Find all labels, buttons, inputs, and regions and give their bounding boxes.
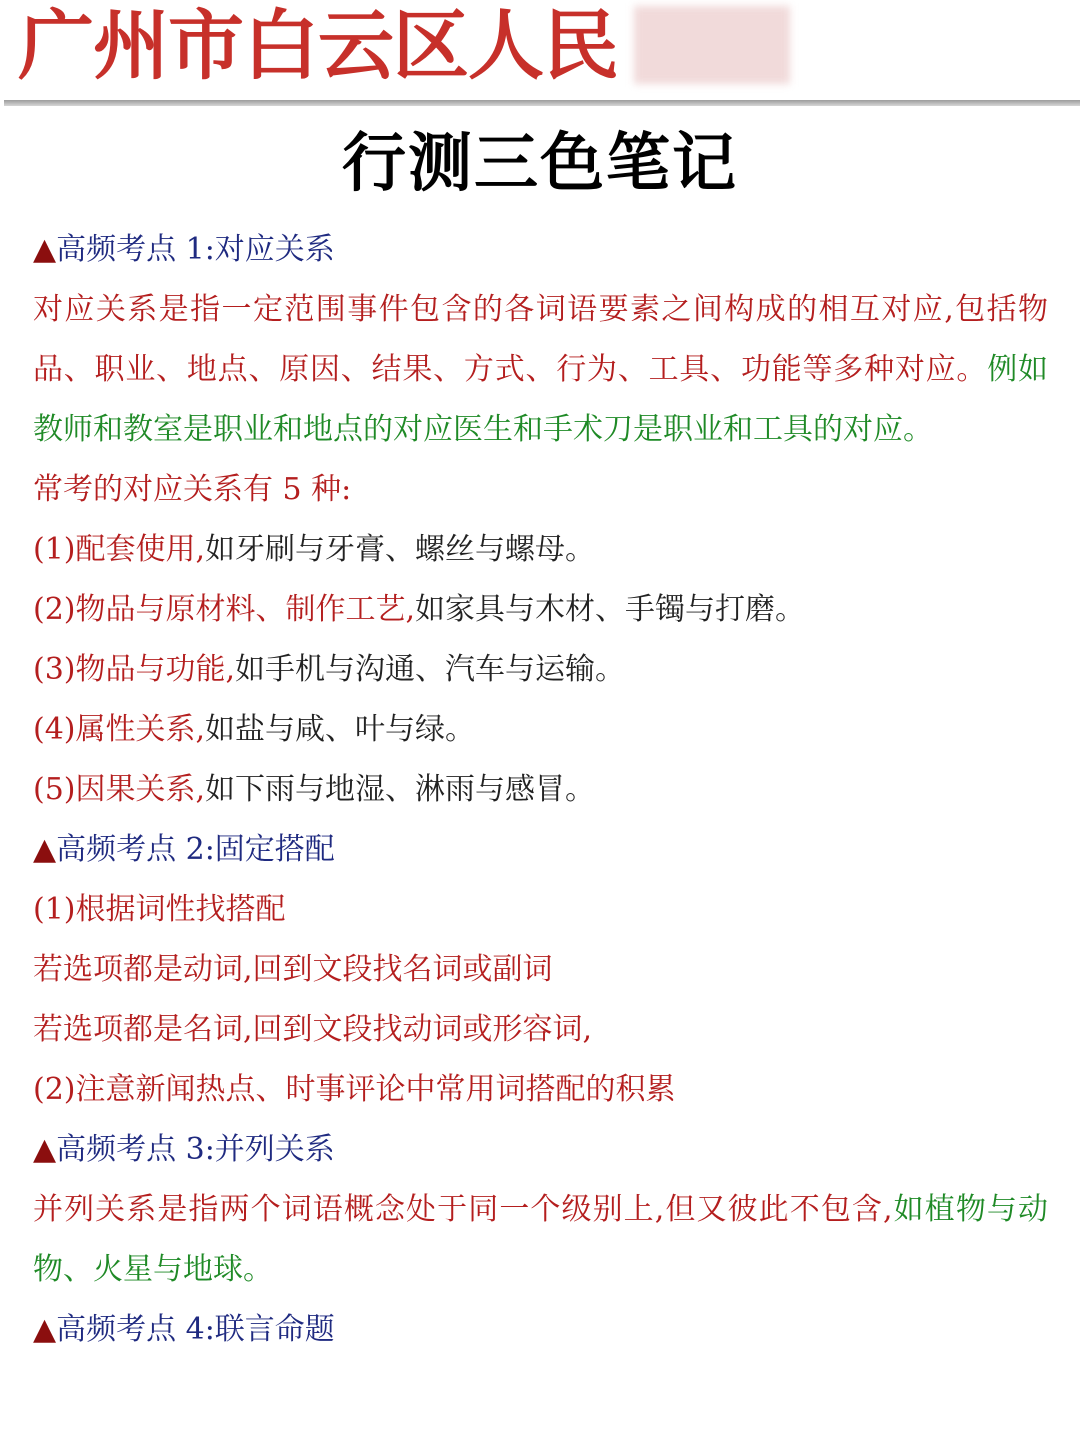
triangle-icon: ▲: [33, 1312, 57, 1347]
section-2-line: (2)注意新闻热点、时事评论中常用词搭配的积累: [33, 1072, 676, 1107]
list-item: (4)属性关系,如盐与咸、叶与绿。: [33, 712, 476, 747]
document-title: 行测三色笔记: [342, 126, 738, 201]
example-text: 如植物与动物、火星与地球。: [33, 1192, 1049, 1287]
section-2-line: 若选项都是动词,回到文段找名词或副词: [33, 952, 553, 987]
header-banner: [0, 0, 1080, 100]
banner-title: 广州市白云区人民: [18, 1, 618, 90]
section-2-line: (1)根据词性找搭配: [33, 892, 286, 927]
definition-text: 并列关系是指两个词语概念处于同一个级别上,但又彼此不包含,: [33, 1192, 893, 1227]
list-item: (1)配套使用,如牙刷与牙膏、螺丝与螺母。: [33, 532, 596, 567]
section-2-line: 若选项都是名词,回到文段找动词或形容词,: [33, 1012, 593, 1047]
section-heading-2: ▲高频考点 2:固定搭配: [33, 832, 335, 867]
section-3-paragraph: [33, 1180, 1048, 1300]
list-item: (2)物品与原材料、制作工艺,如家具与木材、手镯与打磨。: [33, 592, 806, 627]
section-heading-1: ▲高频考点 1:对应关系: [33, 232, 335, 267]
section-1-paragraph: [33, 280, 1048, 460]
list-item: (3)物品与功能,如手机与沟通、汽车与运输。: [33, 652, 626, 687]
triangle-icon: ▲: [33, 232, 57, 267]
list-item: (5)因果关系,如下雨与地湿、淋雨与感冒。: [33, 772, 596, 807]
triangle-icon: ▲: [33, 1132, 57, 1167]
section-heading-4: ▲高频考点 4:联言命题: [33, 1312, 335, 1347]
section-heading-3: ▲高频考点 3:并列关系: [33, 1132, 335, 1167]
header-divider: [4, 100, 1080, 106]
redacted-blur: [634, 6, 790, 84]
example-text: 例如教师和教室是职业和地点的对应医生和手术刀是职业和工具的对应。: [33, 352, 1048, 447]
notes-content: [33, 220, 1048, 1360]
section-1-intro: 常考的对应关系有 5 种:: [33, 472, 352, 507]
definition-text: 对应关系是指一定范围事件包含的各词语要素之间构成的相互对应,包括物品、职业、地点、原因、结果、方式、行为、工具、功能等多种对应。: [33, 292, 1048, 387]
triangle-icon: ▲: [33, 832, 57, 867]
